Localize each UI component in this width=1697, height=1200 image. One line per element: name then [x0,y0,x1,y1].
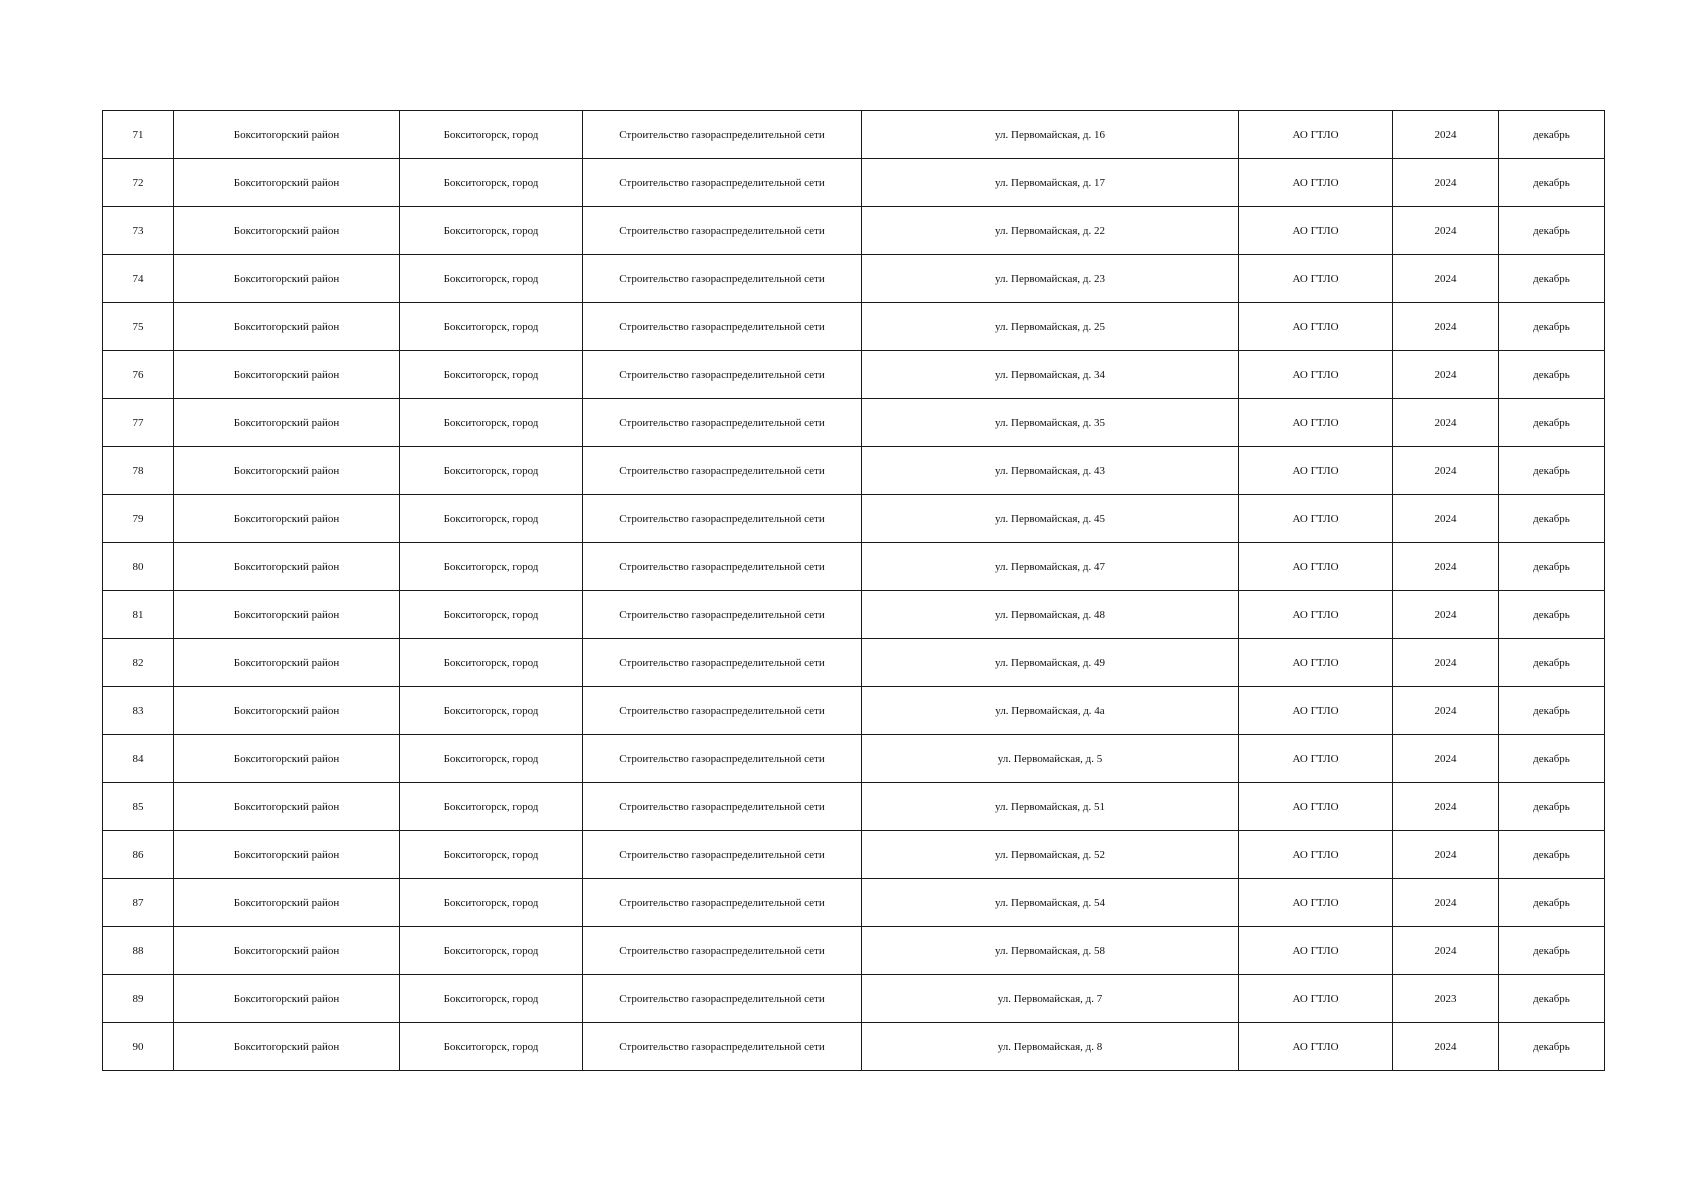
organization-cell: АО ГТЛО [1239,255,1393,303]
organization-cell: АО ГТЛО [1239,591,1393,639]
settlement-cell: Бокситогорск, город [400,975,583,1023]
month-cell: декабрь [1499,975,1605,1023]
district-cell: Бокситогорский район [174,255,400,303]
work-type-cell: Строительство газораспределительной сети [583,975,862,1023]
table-row [103,783,1605,831]
table-row [103,831,1605,879]
month-cell: декабрь [1499,351,1605,399]
address-cell: ул. Первомайская, д. 22 [862,207,1239,255]
table-row [103,543,1605,591]
district-cell: Бокситогорский район [174,447,400,495]
year-cell: 2024 [1393,591,1499,639]
district-cell: Бокситогорский район [174,399,400,447]
table-row [103,159,1605,207]
organization-cell: АО ГТЛО [1239,927,1393,975]
settlement-cell: Бокситогорск, город [400,303,583,351]
work-type-cell: Строительство газораспределительной сети [583,159,862,207]
organization-cell: АО ГТЛО [1239,207,1393,255]
address-cell: ул. Первомайская, д. 5 [862,735,1239,783]
table-row [103,447,1605,495]
district-cell: Бокситогорский район [174,879,400,927]
month-cell: декабрь [1499,303,1605,351]
district-cell: Бокситогорский район [174,975,400,1023]
settlement-cell: Бокситогорск, город [400,447,583,495]
year-cell: 2024 [1393,399,1499,447]
settlement-cell: Бокситогорск, город [400,687,583,735]
settlement-cell: Бокситогорск, город [400,351,583,399]
address-cell: ул. Первомайская, д. 45 [862,495,1239,543]
table-row [103,351,1605,399]
address-cell: ул. Первомайская, д. 58 [862,927,1239,975]
row-number-cell: 89 [103,975,174,1023]
district-cell: Бокситогорский район [174,1023,400,1071]
month-cell: декабрь [1499,831,1605,879]
work-type-cell: Строительство газораспределительной сети [583,543,862,591]
address-cell: ул. Первомайская, д. 54 [862,879,1239,927]
organization-cell: АО ГТЛО [1239,1023,1393,1071]
year-cell: 2024 [1393,159,1499,207]
month-cell: декабрь [1499,879,1605,927]
address-cell: ул. Первомайская, д. 47 [862,543,1239,591]
settlement-cell: Бокситогорск, город [400,207,583,255]
year-cell: 2024 [1393,1023,1499,1071]
address-cell: ул. Первомайская, д. 48 [862,591,1239,639]
month-cell: декабрь [1499,687,1605,735]
row-number-cell: 75 [103,303,174,351]
work-type-cell: Строительство газораспределительной сети [583,927,862,975]
work-type-cell: Строительство газораспределительной сети [583,447,862,495]
address-cell: ул. Первомайская, д. 51 [862,783,1239,831]
row-number-cell: 82 [103,639,174,687]
district-cell: Бокситогорский район [174,783,400,831]
district-cell: Бокситогорский район [174,111,400,159]
organization-cell: АО ГТЛО [1239,687,1393,735]
table-row [103,735,1605,783]
table-row [103,927,1605,975]
organization-cell: АО ГТЛО [1239,303,1393,351]
month-cell: декабрь [1499,447,1605,495]
address-cell: ул. Первомайская, д. 35 [862,399,1239,447]
month-cell: декабрь [1499,255,1605,303]
year-cell: 2024 [1393,351,1499,399]
organization-cell: АО ГТЛО [1239,159,1393,207]
row-number-cell: 85 [103,783,174,831]
row-number-cell: 77 [103,399,174,447]
year-cell: 2024 [1393,639,1499,687]
year-cell: 2024 [1393,879,1499,927]
table-row [103,111,1605,159]
settlement-cell: Бокситогорск, город [400,639,583,687]
settlement-cell: Бокситогорск, город [400,159,583,207]
district-cell: Бокситогорский район [174,687,400,735]
table-row [103,591,1605,639]
address-cell: ул. Первомайская, д. 16 [862,111,1239,159]
row-number-cell: 81 [103,591,174,639]
row-number-cell: 76 [103,351,174,399]
year-cell: 2024 [1393,111,1499,159]
row-number-cell: 72 [103,159,174,207]
work-type-cell: Строительство газораспределительной сети [583,495,862,543]
table-row [103,255,1605,303]
table-row [103,495,1605,543]
district-cell: Бокситогорский район [174,303,400,351]
row-number-cell: 71 [103,111,174,159]
organization-cell: АО ГТЛО [1239,975,1393,1023]
district-cell: Бокситогорский район [174,543,400,591]
settlement-cell: Бокситогорск, город [400,831,583,879]
organization-cell: АО ГТЛО [1239,399,1393,447]
organization-cell: АО ГТЛО [1239,351,1393,399]
year-cell: 2024 [1393,735,1499,783]
year-cell: 2024 [1393,495,1499,543]
row-number-cell: 84 [103,735,174,783]
district-cell: Бокситогорский район [174,927,400,975]
work-type-cell: Строительство газораспределительной сети [583,207,862,255]
year-cell: 2024 [1393,831,1499,879]
address-cell: ул. Первомайская, д. 23 [862,255,1239,303]
organization-cell: АО ГТЛО [1239,543,1393,591]
settlement-cell: Бокситогорск, город [400,255,583,303]
row-number-cell: 90 [103,1023,174,1071]
settlement-cell: Бокситогорск, город [400,735,583,783]
address-cell: ул. Первомайская, д. 17 [862,159,1239,207]
year-cell: 2024 [1393,543,1499,591]
work-type-cell: Строительство газораспределительной сети [583,639,862,687]
work-type-cell: Строительство газораспределительной сети [583,255,862,303]
district-cell: Бокситогорский район [174,495,400,543]
address-cell: ул. Первомайская, д. 25 [862,303,1239,351]
address-cell: ул. Первомайская, д. 4а [862,687,1239,735]
work-type-cell: Строительство газораспределительной сети [583,687,862,735]
year-cell: 2024 [1393,783,1499,831]
month-cell: декабрь [1499,1023,1605,1071]
work-type-cell: Строительство газораспределительной сети [583,735,862,783]
table-row [103,639,1605,687]
row-number-cell: 83 [103,687,174,735]
month-cell: декабрь [1499,783,1605,831]
organization-cell: АО ГТЛО [1239,495,1393,543]
work-type-cell: Строительство газораспределительной сети [583,879,862,927]
district-cell: Бокситогорский район [174,207,400,255]
organization-cell: АО ГТЛО [1239,879,1393,927]
district-cell: Бокситогорский район [174,159,400,207]
work-type-cell: Строительство газораспределительной сети [583,303,862,351]
organization-cell: АО ГТЛО [1239,831,1393,879]
settlement-cell: Бокситогорск, город [400,543,583,591]
month-cell: декабрь [1499,207,1605,255]
address-cell: ул. Первомайская, д. 8 [862,1023,1239,1071]
settlement-cell: Бокситогорск, город [400,495,583,543]
row-number-cell: 88 [103,927,174,975]
organization-cell: АО ГТЛО [1239,639,1393,687]
month-cell: декабрь [1499,159,1605,207]
month-cell: декабрь [1499,591,1605,639]
address-cell: ул. Первомайская, д. 7 [862,975,1239,1023]
district-cell: Бокситогорский район [174,831,400,879]
row-number-cell: 86 [103,831,174,879]
work-type-cell: Строительство газораспределительной сети [583,1023,862,1071]
settlement-cell: Бокситогорск, город [400,399,583,447]
settlement-cell: Бокситогорск, город [400,927,583,975]
table-row [103,207,1605,255]
settlement-cell: Бокситогорск, город [400,879,583,927]
row-number-cell: 79 [103,495,174,543]
month-cell: декабрь [1499,927,1605,975]
work-type-cell: Строительство газораспределительной сети [583,591,862,639]
address-cell: ул. Первомайская, д. 52 [862,831,1239,879]
address-cell: ул. Первомайская, д. 43 [862,447,1239,495]
organization-cell: АО ГТЛО [1239,783,1393,831]
settlement-cell: Бокситогорск, город [400,591,583,639]
month-cell: декабрь [1499,543,1605,591]
address-cell: ул. Первомайская, д. 49 [862,639,1239,687]
work-type-cell: Строительство газораспределительной сети [583,783,862,831]
month-cell: декабрь [1499,495,1605,543]
organization-cell: АО ГТЛО [1239,447,1393,495]
year-cell: 2024 [1393,687,1499,735]
organization-cell: АО ГТЛО [1239,735,1393,783]
work-type-cell: Строительство газораспределительной сети [583,399,862,447]
year-cell: 2024 [1393,927,1499,975]
district-cell: Бокситогорский район [174,591,400,639]
row-number-cell: 87 [103,879,174,927]
month-cell: декабрь [1499,111,1605,159]
row-number-cell: 80 [103,543,174,591]
year-cell: 2023 [1393,975,1499,1023]
year-cell: 2024 [1393,255,1499,303]
settlement-cell: Бокситогорск, город [400,783,583,831]
table-row [103,399,1605,447]
year-cell: 2024 [1393,303,1499,351]
work-type-cell: Строительство газораспределительной сети [583,351,862,399]
district-cell: Бокситогорский район [174,639,400,687]
table-row [103,879,1605,927]
table-row [103,1023,1605,1071]
work-type-cell: Строительство газораспределительной сети [583,111,862,159]
table-row [103,303,1605,351]
month-cell: декабрь [1499,399,1605,447]
settlement-cell: Бокситогорск, город [400,1023,583,1071]
row-number-cell: 78 [103,447,174,495]
year-cell: 2024 [1393,207,1499,255]
table-row [103,687,1605,735]
year-cell: 2024 [1393,447,1499,495]
row-number-cell: 74 [103,255,174,303]
district-cell: Бокситогорский район [174,735,400,783]
table-row [103,975,1605,1023]
gasification-schedule-table [102,110,1605,1071]
table-body [103,111,1605,1071]
month-cell: декабрь [1499,735,1605,783]
month-cell: декабрь [1499,639,1605,687]
organization-cell: АО ГТЛО [1239,111,1393,159]
address-cell: ул. Первомайская, д. 34 [862,351,1239,399]
row-number-cell: 73 [103,207,174,255]
district-cell: Бокситогорский район [174,351,400,399]
settlement-cell: Бокситогорск, город [400,111,583,159]
work-type-cell: Строительство газораспределительной сети [583,831,862,879]
